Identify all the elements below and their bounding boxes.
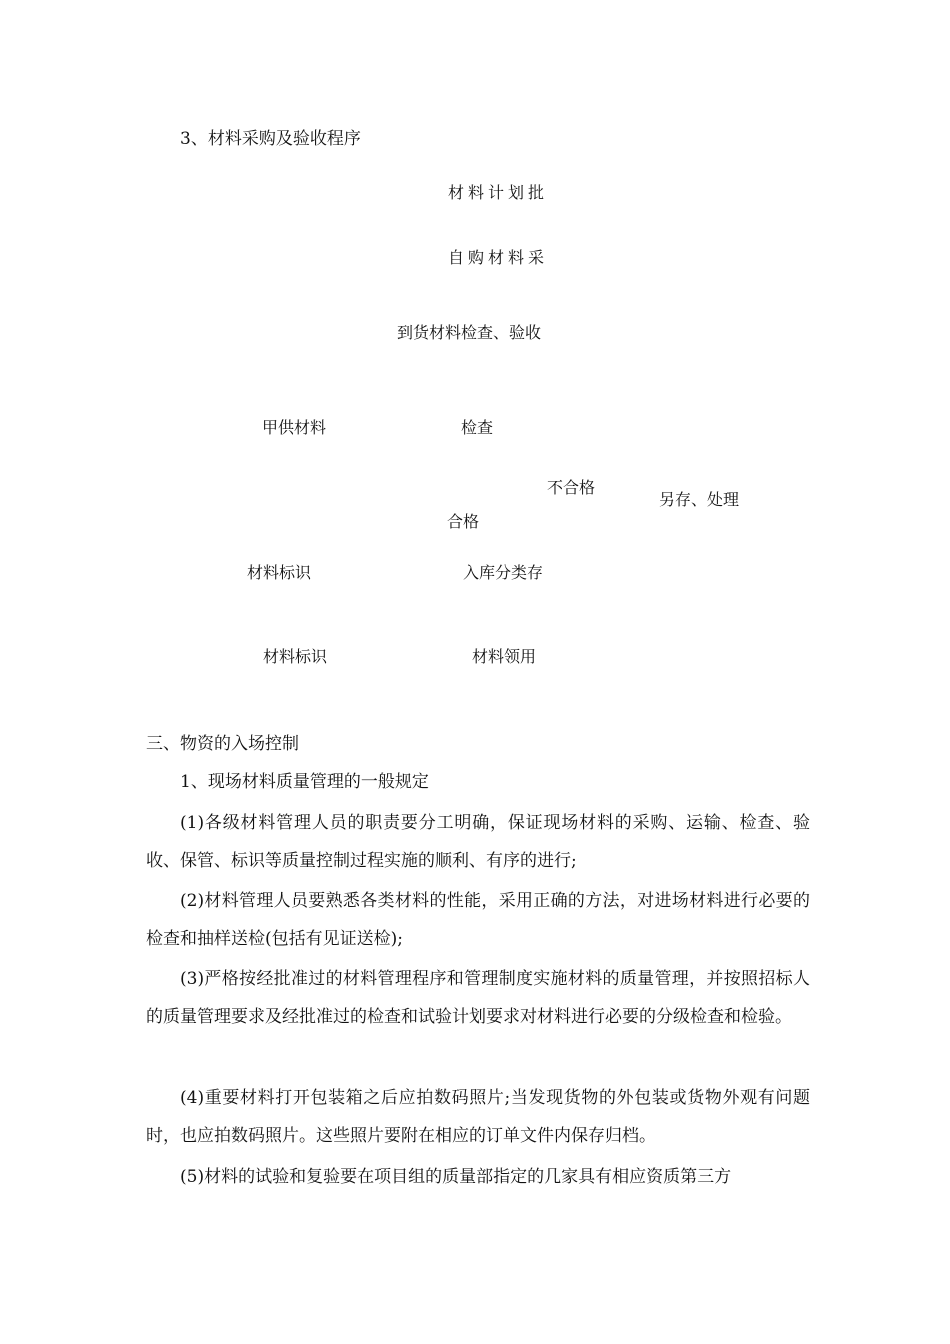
- section-title: 三、物资的入场控制: [146, 734, 299, 754]
- flow-label-qualified: 合格: [447, 512, 480, 531]
- flow-node-arrival-inspection: 到货材料检查、验收: [397, 323, 542, 342]
- flow-node-material-marking-1: 材料标识: [247, 563, 312, 582]
- flow-node-plan-approval: 材料计划批: [448, 183, 549, 202]
- flow-node-self-purchase: 自购材料采: [448, 248, 549, 267]
- flow-label-unqualified: 不合格: [547, 478, 596, 497]
- paragraph-3: (3)严格按经批准过的材料管理程序和管理制度实施材料的质量管理，并按照招标人的质量管理要求及经批准过的检查和试验计划要求对材料进行必要的分级检查和检验。: [146, 969, 810, 1027]
- paragraph-2: (2)材料管理人员要熟悉各类材料的性能，采用正确的方法，对进场材料进行必要的检查和抽样送检(包括有见证送检);: [146, 891, 810, 949]
- flow-node-inspection: 检查: [461, 418, 494, 437]
- flow-node-separate-storage: 另存、处理: [659, 490, 740, 509]
- flow-node-owner-supplied: 甲供材料: [262, 418, 327, 437]
- flow-node-material-requisition: 材料领用: [472, 647, 537, 666]
- paragraph-5: (5)材料的试验和复验要在项目组的质量部指定的几家具有相应资质第三方: [180, 1167, 732, 1187]
- flow-node-warehouse-storage: 入库分类存: [463, 563, 544, 582]
- paragraph-1: (1)各级材料管理人员的职责要分工明确，保证现场材料的采购、运输、检查、验收、保管、标识等质量控制过程实施的顺利、有序的进行;: [146, 813, 810, 871]
- paragraph-4: (4)重要材料打开包装箱之后应拍数码照片;当发现货物的外包装或货物外观有问题时，也应拍数码照片。这些照片要附在相应的订单文件内保存归档。: [146, 1088, 810, 1146]
- flow-node-material-marking-2: 材料标识: [263, 647, 328, 666]
- procedure-heading: 3、材料采购及验收程序: [180, 129, 361, 149]
- subsection-title: 1、现场材料质量管理的一般规定: [180, 772, 429, 792]
